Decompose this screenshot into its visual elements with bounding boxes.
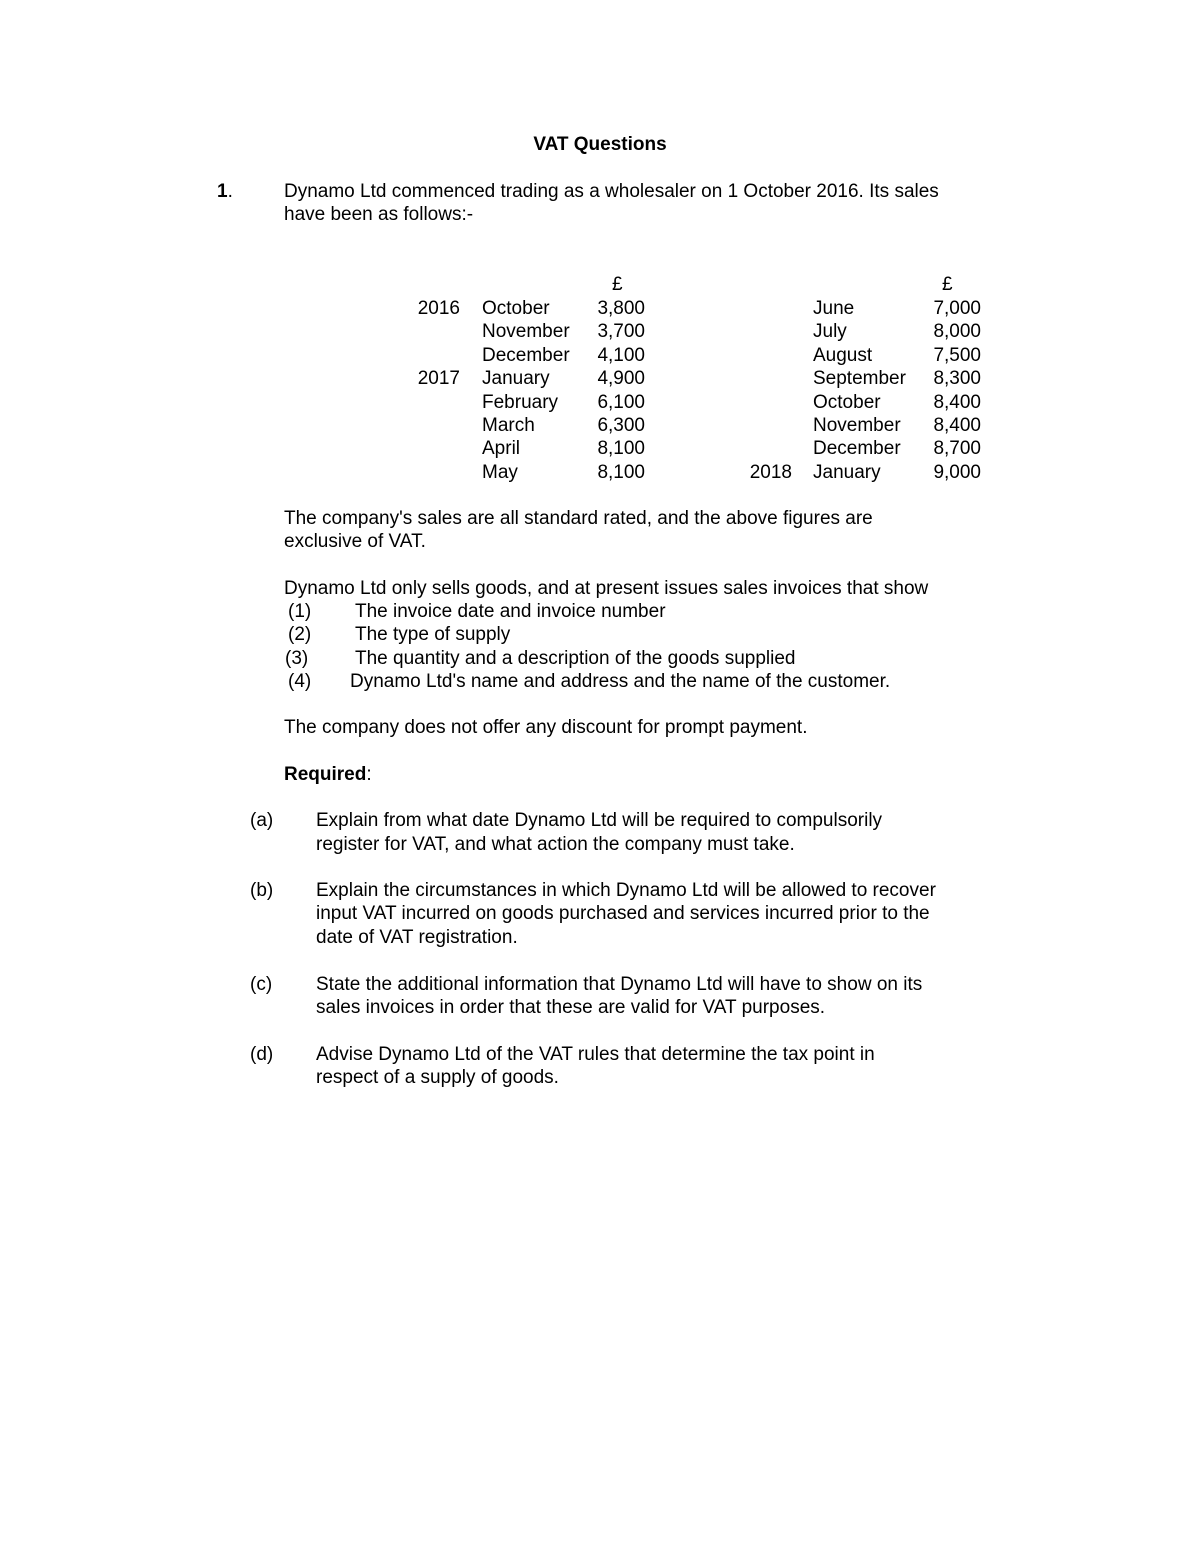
sales-month: August xyxy=(813,345,873,366)
invoice-item-text: The type of supply xyxy=(355,624,511,645)
question-number xyxy=(217,180,233,204)
sales-year: 2016 xyxy=(417,298,460,319)
sales-month: December xyxy=(482,345,570,366)
sales-month: July xyxy=(813,321,847,342)
sales-month: May xyxy=(482,462,518,483)
sales-amount: 3,800 xyxy=(597,298,645,319)
sales-amount: 8,100 xyxy=(597,438,645,459)
sales-amount: 8,400 xyxy=(933,392,981,413)
sales-month: October xyxy=(482,298,550,319)
sales-month: October xyxy=(813,392,881,413)
part-label: (a) xyxy=(250,810,274,831)
part-text-line: register for VAT, and what action the company must take. xyxy=(316,834,795,855)
invoice-item-text: Dynamo Ltd's name and address and the name of the customer. xyxy=(350,671,891,692)
sales-year: 2017 xyxy=(417,368,460,389)
currency-header-left: £ xyxy=(612,274,623,295)
part-text-line: Explain from what date Dynamo Ltd will be required to compulsorily xyxy=(316,810,883,831)
sales-amount: 8,700 xyxy=(933,438,981,459)
part-text-line: Explain the circumstances in which Dynamo Ltd will be allowed to recover xyxy=(316,880,936,901)
part-text-line: Advise Dynamo Ltd of the VAT rules that determine the tax point in xyxy=(316,1044,875,1065)
required-heading xyxy=(284,763,372,787)
required-colon: : xyxy=(366,764,372,785)
vat-paragraph-line-1: The company's sales are all standard rated, and the above figures are xyxy=(284,508,873,529)
part-label: (c) xyxy=(250,974,273,995)
invoice-item-text: The quantity and a description of the goods supplied xyxy=(355,648,796,669)
sales-amount: 7,000 xyxy=(933,298,981,319)
sales-month: November xyxy=(813,415,901,436)
part-text-line: date of VAT registration. xyxy=(316,927,518,948)
invoice-item-label: (1) xyxy=(288,601,312,622)
intro-line-1: Dynamo Ltd commenced trading as a wholesaler on 1 October 2016. Its sales xyxy=(284,181,939,202)
sales-amount: 8,300 xyxy=(933,368,981,389)
sales-amount: 8,400 xyxy=(933,415,981,436)
sales-month: December xyxy=(813,438,901,459)
sales-month: April xyxy=(482,438,521,459)
sales-amount: 9,000 xyxy=(933,462,981,483)
sales-month: March xyxy=(482,415,535,436)
sales-amount: 6,100 xyxy=(597,392,645,413)
intro-line-2: have been as follows:- xyxy=(284,204,474,225)
vat-paragraph-line-2: exclusive of VAT. xyxy=(284,531,426,552)
sales-year: 2018 xyxy=(749,462,792,483)
page-title: VAT Questions xyxy=(533,134,667,155)
currency-header-right: £ xyxy=(942,274,953,295)
part-text-line: State the additional information that Dynamo Ltd will have to show on its xyxy=(316,974,923,995)
part-text-line: input VAT incurred on goods purchased and services incurred prior to the xyxy=(316,903,930,924)
sales-amount: 4,100 xyxy=(597,345,645,366)
sales-month: February xyxy=(482,392,559,413)
required-label: Required xyxy=(284,764,367,785)
part-label: (b) xyxy=(250,880,274,901)
sales-amount: 4,900 xyxy=(597,368,645,389)
invoice-item-label: (2) xyxy=(288,624,312,645)
part-label: (d) xyxy=(250,1044,274,1065)
sales-amount: 7,500 xyxy=(933,345,981,366)
sales-month: June xyxy=(813,298,855,319)
goods-paragraph: Dynamo Ltd only sells goods, and at present issues sales invoices that show xyxy=(284,578,929,599)
question-number-value: 1 xyxy=(217,181,228,202)
part-text-line: sales invoices in order that these are valid for VAT purposes. xyxy=(316,997,826,1018)
discount-paragraph: The company does not offer any discount for prompt payment. xyxy=(284,717,808,738)
sales-amount: 8,100 xyxy=(597,462,645,483)
sales-month: November xyxy=(482,321,570,342)
invoice-item-label: (3) xyxy=(285,648,309,669)
sales-month: January xyxy=(813,462,881,483)
sales-amount: 3,700 xyxy=(597,321,645,342)
sales-month: January xyxy=(482,368,550,389)
part-text-line: respect of a supply of goods. xyxy=(316,1067,559,1088)
question-number-suffix: . xyxy=(227,181,233,202)
sales-amount: 8,000 xyxy=(933,321,981,342)
sales-amount: 6,300 xyxy=(597,415,645,436)
sales-month: September xyxy=(813,368,906,389)
invoice-item-label: (4) xyxy=(288,671,312,692)
invoice-item-text: The invoice date and invoice number xyxy=(355,601,666,622)
